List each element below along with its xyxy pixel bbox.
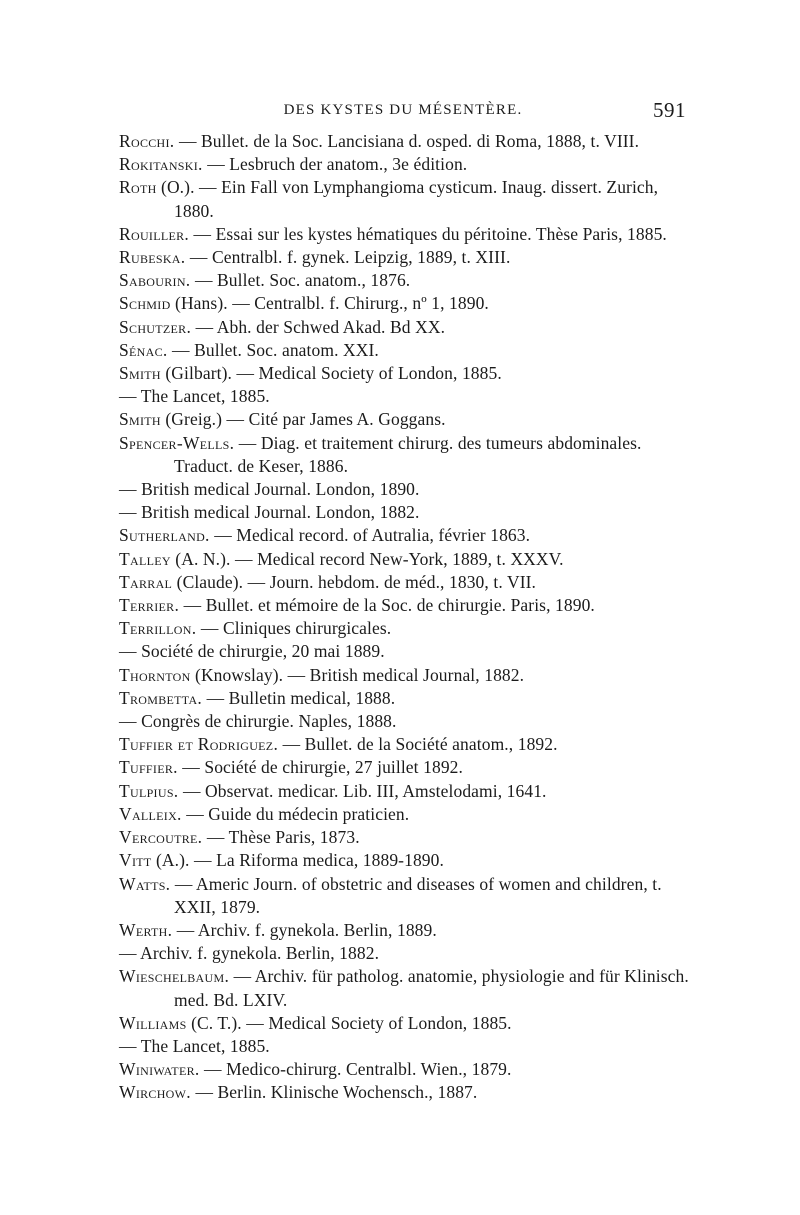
bibliography-entry — [119, 849, 689, 872]
entry-author: Trombetta. — [119, 687, 203, 708]
entry-author: Rubeska. — [119, 247, 186, 268]
bibliography-entry — [119, 246, 689, 269]
entry-text: (Greig.) — Cité par James A. Goggans. — [160, 409, 446, 430]
entry-author: Spencer-Wells. — [119, 432, 235, 453]
entry-author: Watts. — [119, 873, 171, 894]
entry-author: Vercoutre. — [119, 827, 203, 848]
entry-text: — Centralbl. f. gynek. Leipzig, 1889, t. XIII. — [185, 247, 511, 268]
entry-text: — Lesbruch der anatom., 3e édition. — [202, 154, 468, 175]
bibliography-entry — [119, 687, 689, 710]
entry-text: — The Lancet, 1885. — [119, 1035, 270, 1056]
running-header — [120, 98, 686, 126]
entry-text: (Knowslay). — British medical Journal, 1882. — [190, 664, 525, 685]
bibliography-entry — [119, 223, 689, 246]
entry-author: Vitt — [119, 850, 152, 871]
bibliography-entry — [119, 432, 689, 478]
bibliography-entry — [119, 478, 689, 501]
bibliography-entry — [119, 965, 689, 1011]
entry-text: (A.). — La Riforma medica, 1889-1890. — [151, 850, 444, 871]
entry-text: — Bullet. et mémoire de la Soc. de chirurgie. Paris, 1890. — [179, 595, 595, 616]
entry-text: — Congrès de chirurgie. Naples, 1888. — [119, 711, 397, 732]
entry-text: — Bullet. Soc. anatom., 1876. — [190, 270, 411, 291]
entry-text: — Archiv. f. gynekola. Berlin, 1889. — [172, 919, 437, 940]
bibliography-entry — [119, 501, 689, 524]
entry-text: (Gilbart). — Medical Society of London, 1885. — [160, 363, 502, 384]
bibliography-entry — [119, 873, 689, 919]
entry-author: Smith — [119, 363, 161, 384]
bibliography-entry — [119, 1081, 689, 1104]
entry-text: — Medical record. of Autralia, février 1863. — [209, 525, 531, 546]
bibliography-entry — [119, 292, 689, 315]
entry-author: Thornton — [119, 664, 191, 685]
bibliography-entry — [119, 524, 689, 547]
entry-text: — Archiv. für patholog. anatomie, physiologie and für Klinisch. med. Bd. LXIV. — [174, 966, 689, 1010]
bibliography-entry — [119, 408, 689, 431]
entry-text: — British medical Journal. London, 1882. — [119, 502, 420, 523]
entry-text: — Bullet. de la Soc. Lancisiana d. osped. di Roma, 1888, t. VIII. — [174, 131, 640, 151]
entry-author: Winiwater. — [119, 1059, 200, 1080]
bibliography-entry — [119, 617, 689, 640]
entry-text: — Americ Journ. of obstetric and diseases of women and children, t. XXII, 1879. — [170, 873, 662, 917]
bibliography-entry — [119, 640, 689, 663]
entry-text: — Bulletin medical, 1888. — [202, 687, 396, 708]
bibliography-entry — [119, 710, 689, 733]
bibliography-entry — [119, 548, 689, 571]
entry-author: Wieschelbaum. — [119, 966, 230, 987]
bibliography-entry — [119, 1058, 689, 1081]
entry-text: (Hans). — Centralbl. f. Chirurg., nº 1, 1890. — [170, 293, 489, 314]
entry-text: — Société de chirurgie, 20 mai 1889. — [119, 641, 385, 662]
bibliography-entry — [119, 316, 689, 339]
bibliography-entry — [119, 339, 689, 362]
entry-text: (A. N.). — Medical record New-York, 1889, t. XXXV. — [170, 548, 564, 569]
bibliography-entry — [119, 269, 689, 292]
bibliography-entry — [119, 1012, 689, 1035]
entry-text: — Guide du médecin praticien. — [181, 803, 410, 824]
bibliography-entry — [119, 130, 689, 153]
bibliography-entry — [119, 664, 689, 687]
entry-author: Tuffier et Rodriguez. — [119, 734, 279, 755]
entry-text: — Essai sur les kystes hématiques du péritoine. Thèse Paris, 1885. — [189, 223, 667, 244]
entry-author: Tulpius. — [119, 780, 179, 801]
entry-author: Valleix. — [119, 803, 182, 824]
entry-author: Rouiller. — [119, 223, 190, 244]
entry-text: (Claude). — Journ. hebdom. de méd., 1830, t. VII. — [172, 571, 537, 592]
entry-author: Sabourin. — [119, 270, 191, 291]
bibliography-entry — [119, 826, 689, 849]
bibliography-entry — [119, 803, 689, 826]
entry-text: — The Lancet, 1885. — [119, 386, 270, 407]
bibliography-entry — [119, 176, 689, 222]
entry-text: — Medico-chirurg. Centralbl. Wien., 1879. — [199, 1059, 512, 1080]
entry-author: Wirchow. — [119, 1082, 191, 1103]
entry-text: — British medical Journal. London, 1890. — [119, 479, 420, 500]
bibliography-entry — [119, 362, 689, 385]
entry-author: Terrier. — [119, 595, 180, 616]
entry-author: Roth — [119, 177, 157, 198]
bibliography-entry — [119, 571, 689, 594]
entry-text: — Abh. der Schwed Akad. Bd XX. — [191, 316, 446, 337]
entry-text: (O.). — Ein Fall von Lymphangioma cysticum. Inaug. dissert. Zurich, 1880. — [156, 177, 659, 221]
running-title: DES KYSTES DU MÉSENTÈRE. — [283, 102, 523, 118]
entry-text: — Bullet. de la Société anatom., 1892. — [278, 734, 558, 755]
bibliography-entry — [119, 780, 689, 803]
entry-text: — Cliniques chirurgicales. — [196, 618, 392, 639]
entry-author: Sénac. — [119, 339, 168, 360]
entry-text: — Société de chirurgie, 27 juillet 1892. — [177, 757, 463, 778]
entry-text: — Thèse Paris, 1873. — [202, 827, 360, 848]
bibliography-entry — [119, 153, 689, 176]
entry-author: Schutzer. — [119, 316, 192, 337]
entry-author: Sutherland. — [119, 525, 210, 546]
bibliography-entry — [119, 733, 689, 756]
entry-author: Talley — [119, 548, 171, 569]
entry-text: — Bullet. Soc. anatom. XXI. — [167, 339, 379, 360]
bibliography-entry — [119, 1035, 689, 1058]
entry-author: Rokitanski. — [119, 154, 203, 175]
entry-author: Schmid — [119, 293, 171, 314]
entry-author: Smith — [119, 409, 161, 430]
entry-author: Williams — [119, 1012, 187, 1033]
bibliography-entry — [119, 756, 689, 779]
bibliography-entry — [119, 385, 689, 408]
entry-author: Tuffier. — [119, 757, 178, 778]
bibliography-entry — [119, 942, 689, 965]
bibliography-entry — [119, 594, 689, 617]
entry-text: — Diag. et traitement chirurg. des tumeurs abdominales. Traduct. de Keser, 1886. — [174, 432, 642, 476]
entry-author: Terrillon. — [119, 618, 197, 639]
entry-text: — Archiv. f. gynekola. Berlin, 1882. — [119, 943, 380, 964]
entry-text: — Observat. medicar. Lib. III, Amstelodami, 1641. — [178, 780, 547, 801]
entry-author: Rocchi. — [119, 131, 175, 151]
bibliography-list — [119, 130, 689, 1105]
entry-author: Werth. — [119, 919, 173, 940]
entry-author: Tarral — [119, 571, 173, 592]
entry-text: — Berlin. Klinische Wochensch., 1887. — [190, 1082, 478, 1103]
bibliography-entry — [119, 919, 689, 942]
page-number: 591 — [653, 98, 686, 122]
entry-text: (C. T.). — Medical Society of London, 1885. — [186, 1012, 512, 1033]
